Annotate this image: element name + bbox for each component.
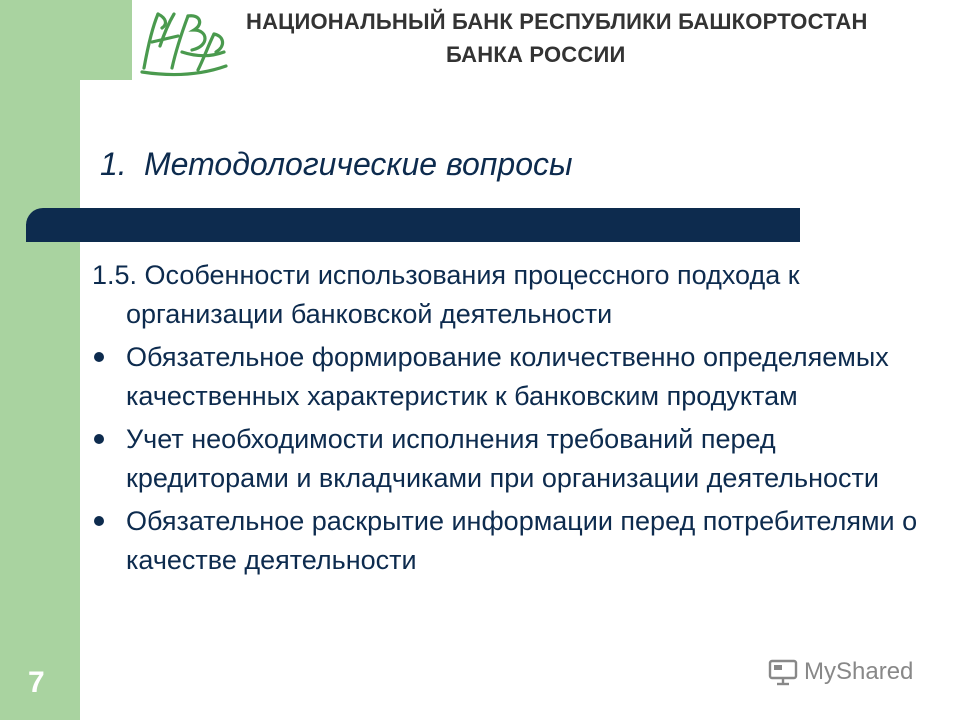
content-rounded-corner bbox=[80, 80, 132, 132]
bullet-text: Обязательное формирование количественно определяемых качественных характеристик к банковским продуктам bbox=[126, 342, 889, 411]
header-green-corner bbox=[0, 0, 132, 80]
bullet-item bbox=[92, 502, 922, 580]
slide-title bbox=[100, 146, 573, 183]
bullet-dot-icon bbox=[94, 352, 104, 362]
watermark bbox=[768, 656, 913, 688]
bullet-dot-icon bbox=[94, 434, 104, 444]
slide-title-text: Методологические вопросы bbox=[144, 146, 573, 182]
slide-title-number: 1. bbox=[100, 146, 127, 182]
bank-name-line1: НАЦИОНАЛЬНЫЙ БАНК РЕСПУБЛИКИ БАШКОРТОСТАН bbox=[246, 9, 868, 34]
bullet-dot-icon bbox=[94, 516, 104, 526]
bank-logo bbox=[138, 6, 230, 78]
subsection-heading: 1.5. Особенности использования процессного подхода к организации банковской деятельности bbox=[92, 260, 800, 329]
bullet-item bbox=[92, 420, 922, 498]
slide-content bbox=[92, 256, 922, 580]
sidebar-green-bar bbox=[0, 0, 80, 720]
title-divider-notch bbox=[26, 224, 66, 242]
page-number: 7 bbox=[28, 666, 45, 699]
bank-name-line2: БАНКА РОССИИ bbox=[446, 42, 626, 67]
bullet-text: Учет необходимости исполнения требований перед кредиторами и вкладчиками при организации деятельности bbox=[126, 424, 879, 493]
bullet-text: Обязательное раскрытие информации перед потребителями о качестве деятельности bbox=[126, 506, 918, 575]
presentation-icon bbox=[768, 658, 798, 686]
bullet-item bbox=[92, 338, 922, 416]
title-divider-bar bbox=[26, 208, 800, 242]
watermark-text: MyShared bbox=[804, 658, 914, 685]
